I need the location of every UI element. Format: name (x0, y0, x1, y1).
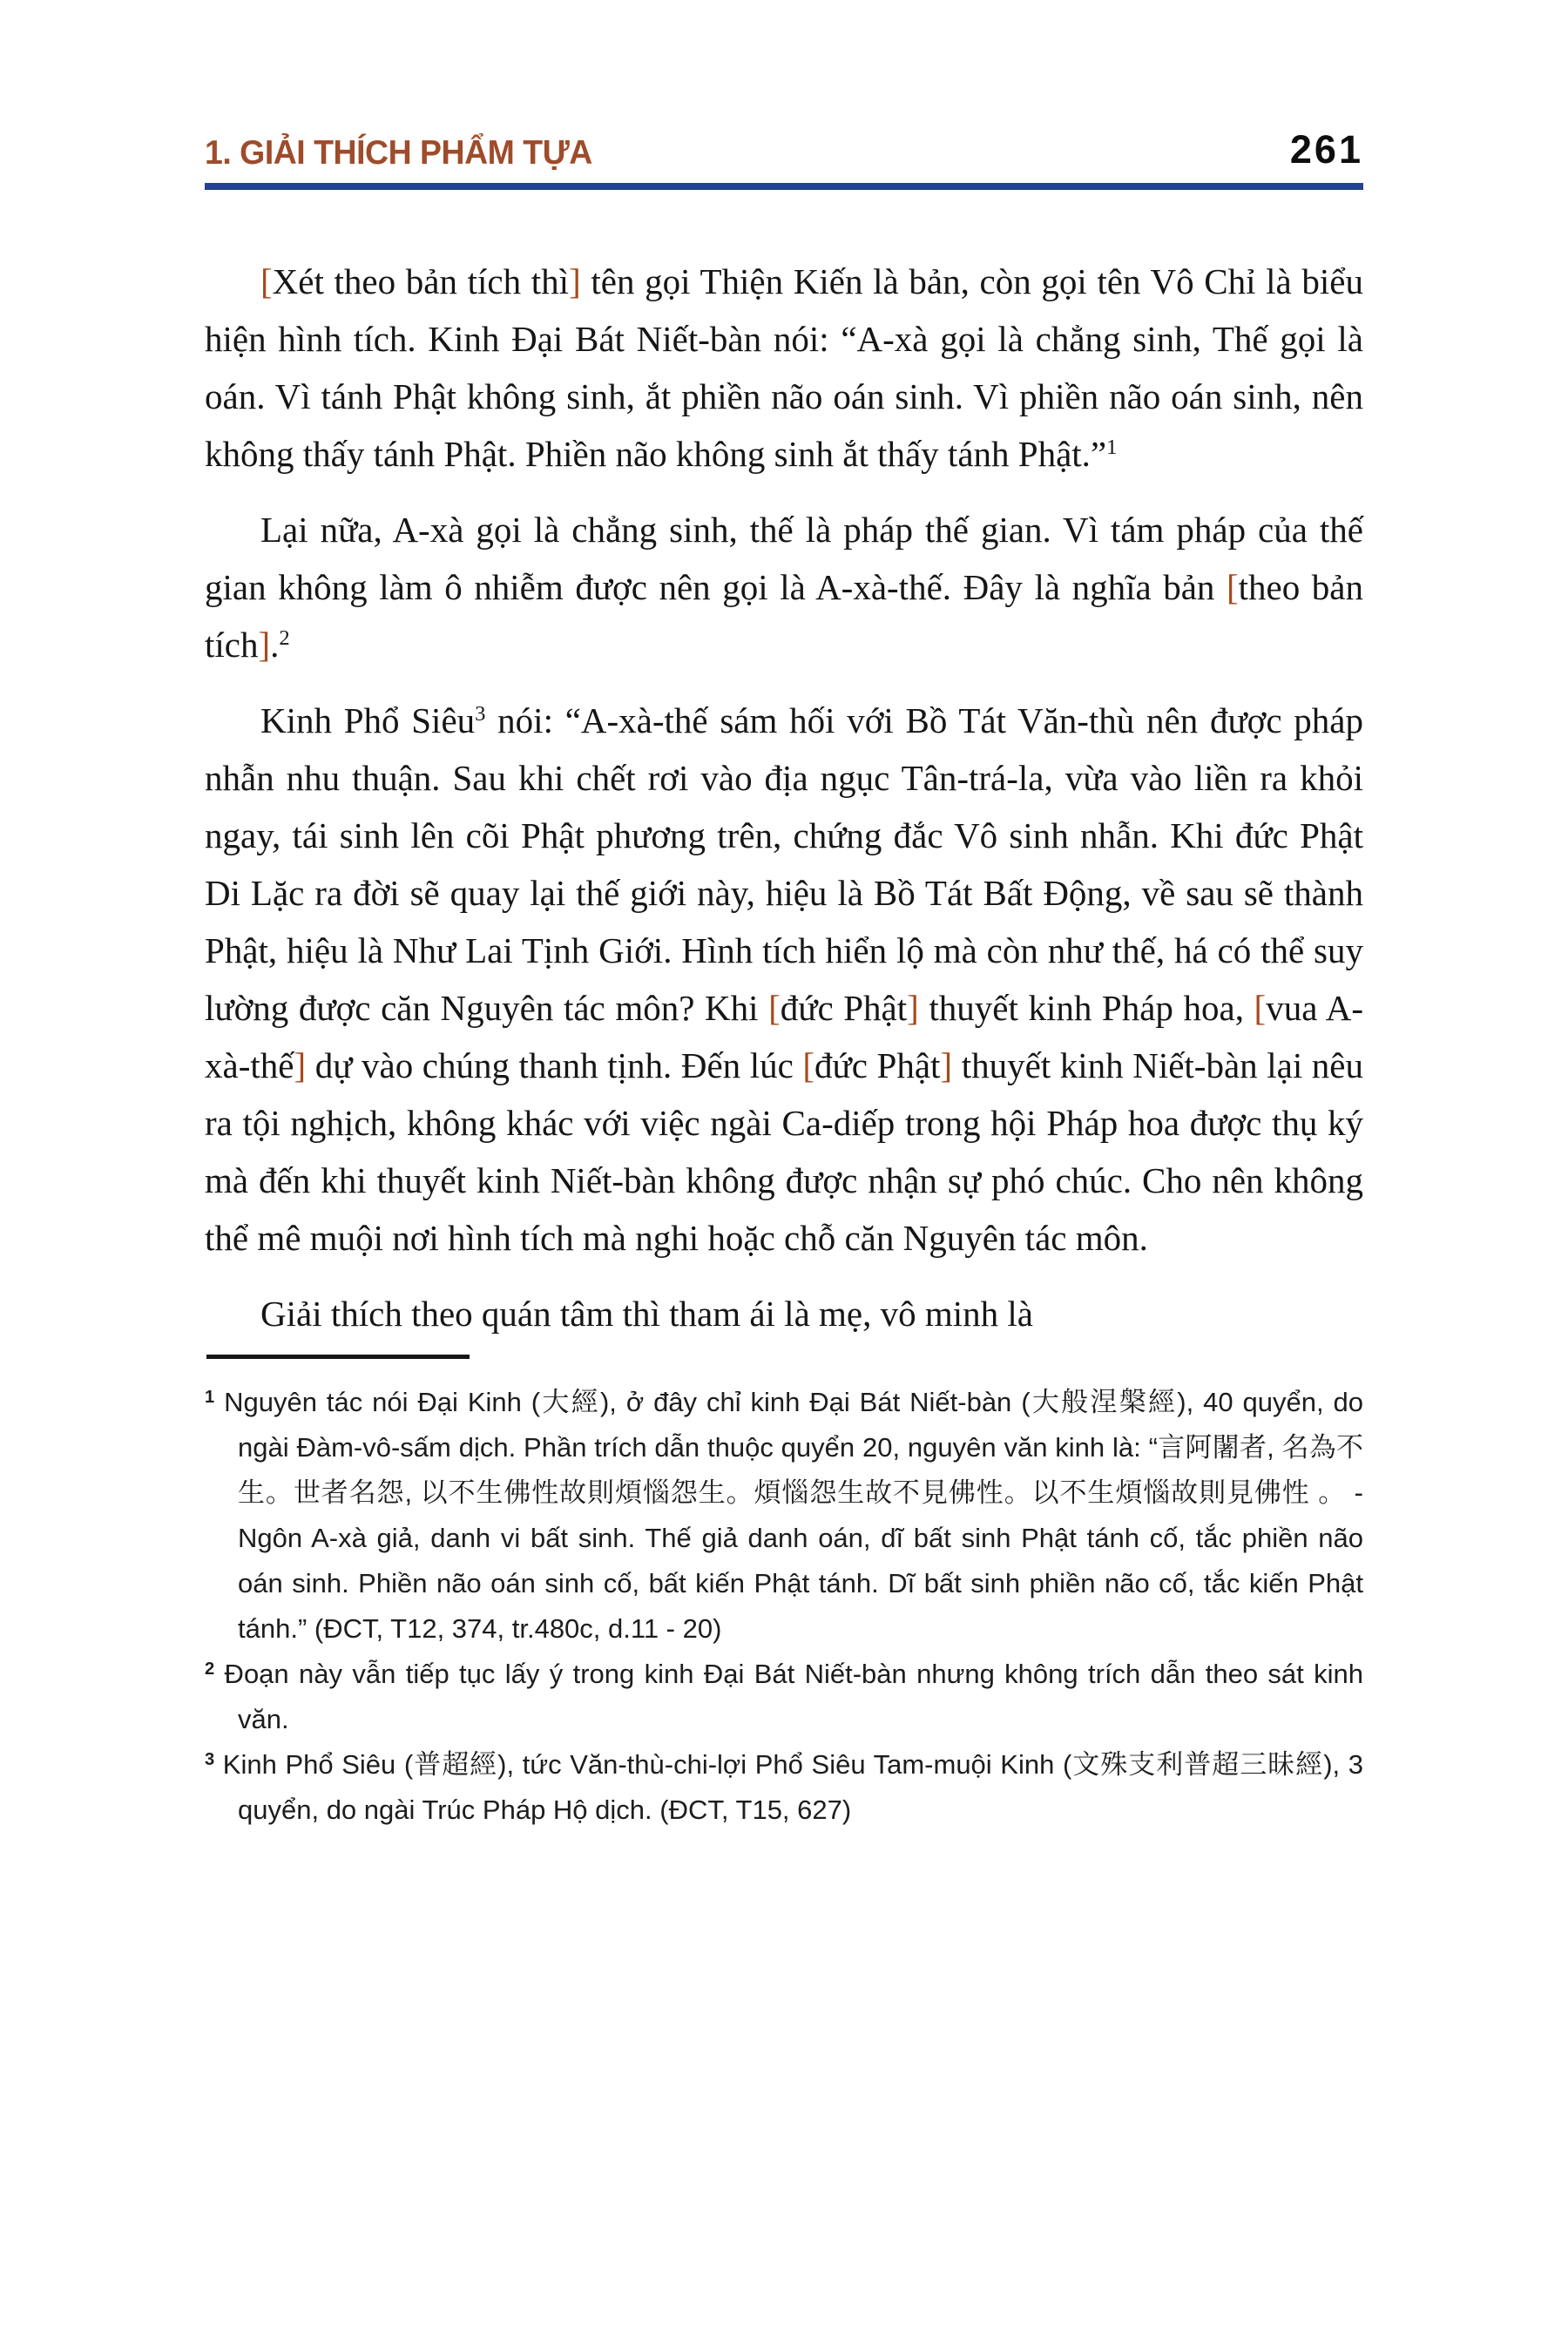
insertion-text: vua A-xà-thế (205, 988, 1363, 1085)
insertion-text: đức Phật (780, 988, 908, 1028)
header-rule (205, 183, 1363, 190)
paragraph-4: Giải thích theo quán tâm thì tham ái là mẹ, vô minh là (260, 1294, 1033, 1334)
bracket-close-icon: ] (907, 988, 919, 1028)
insertion-text: theo bản tích (205, 567, 1363, 665)
footnote-separator (206, 1355, 470, 1359)
footnote-ref-2: 2 (279, 626, 290, 651)
footnote-marker-3: 3 (205, 1749, 215, 1769)
footnote-ref-1: 1 (1106, 436, 1118, 460)
section-title: 1. GIẢI THÍCH PHẨM TỰA (205, 134, 592, 172)
paragraph-2: Lại nữa, A-xà gọi là chẳng sinh, thế là pháp thế gian. Vì tám pháp của thế gian không làm ô nhiễm được nên gọi là A-xà-thế. Đây là nghĩa bản [theo bản tích].$^2$ (205, 510, 1363, 665)
bracket-close-icon: ] (294, 1045, 307, 1085)
footnote-1: $^1$ Nguyên tác nói Đại Kinh (大經), ở đây chỉ kinh Đại Bát Niết-bàn (大般涅槃經), 40 quyển, do ngài Đàm-vô-sấm dịch. Phần trích dẫn thuộc quyển 20, nguyên văn kinh là: “言阿闍者, 名為不生。世者名怨, 以不生佛性故則煩惱怨生。煩惱怨生故不見佛性。以不生煩惱故則見佛性 。 - Ngôn A-xà giả, danh vi bất sinh. Thế giả danh oán, dĩ bất sinh Phật tánh cố, tắc phiền não oán sinh. Phiền não oán sinh cố, bất kiến Phật tánh. Dĩ bất sinh phiền não cố, tắc kiến Phật tánh.” (ĐCT, T12, 374, tr.480c, d.11 - 20) (205, 1387, 1363, 1644)
footnotes (205, 1380, 1363, 1833)
bracket-close-icon: ] (258, 625, 271, 665)
page-number: 261 (1289, 127, 1363, 172)
footnote-2: $^2$ Đoạn này vẫn tiếp tục lấy ý trong kinh Đại Bát Niết-bàn nhưng không trích dẫn theo sát kinh văn. (205, 1659, 1363, 1734)
editorial-insertion (802, 1045, 952, 1085)
body-text (205, 253, 1363, 1342)
editorial-insertion (260, 261, 581, 301)
editorial-insertion (205, 567, 1363, 665)
bracket-open-icon: [ (1254, 988, 1267, 1028)
insertion-text: đức Phật (814, 1045, 941, 1085)
footnote-marker-1: 1 (205, 1387, 215, 1407)
paragraph-1: [Xét theo bản tích thì] tên gọi Thiện Kiến là bản, còn gọi tên Vô Chỉ là biểu hiện hình tích. Kinh Đại Bát Niết-bàn nói: “A-xà gọi là chẳng sinh, Thế gọi là oán. Vì tánh Phật không sinh, ắt phiền não oán sinh. Vì phiền não oán sinh, nên không thấy tánh Phật. Phiền não không sinh ắt thấy tánh Phật.”$^1$ (205, 261, 1363, 474)
editorial-insertion (768, 988, 919, 1028)
bracket-open-icon: [ (1227, 567, 1239, 607)
bracket-open-icon: [ (802, 1045, 815, 1085)
insertion-text: Xét theo bản tích thì (272, 261, 570, 301)
bracket-open-icon: [ (768, 988, 781, 1028)
page-header (205, 127, 1363, 190)
running-head (205, 127, 1363, 172)
paragraph-3: Kinh Phổ Siêu$^3$ nói: “A-xà-thế sám hối với Bồ Tát Văn-thù nên được pháp nhẫn nhu thuận. Sau khi chết rơi vào địa ngục Tân-trá-la, vừa vào liền ra khỏi ngay, tái sinh lên cõi Phật phương trên, chứng đắc Vô sinh nhẫn. Khi đức Phật Di Lặc ra đời sẽ quay lại thế giới này, hiệu là Bồ Tát Bất Động, về sau sẽ thành Phật, hiệu là Như Lai Tịnh Giới. Hình tích hiển lộ mà còn như thế, há có thể suy lường được căn Nguyên tác môn? Khi [đức Phật] thuyết kinh Pháp hoa, [vua A-xà-thế] dự vào chúng thanh tịnh. Đến lúc [đức Phật] thuyết kinh Niết-bàn lại nêu ra tội nghịch, không khác với việc ngài Ca-diếp trong hội Pháp hoa được thụ ký mà đến khi thuyết kinh Niết-bàn không được nhận sự phó chúc. Cho nên không thể mê muội nơi hình tích mà nghi hoặc chỗ căn Nguyên tác môn. (205, 700, 1363, 1258)
bracket-close-icon: ] (940, 1045, 953, 1085)
bracket-close-icon: ] (569, 261, 581, 301)
bracket-open-icon: [ (260, 261, 273, 301)
footnote-3: $^3$ Kinh Phổ Siêu (普超經), tức Văn-thù-chi-lợi Phổ Siêu Tam-muội Kinh (文殊支利普超三昧經), 3 quyển, do ngài Trúc Pháp Hộ dịch. (ĐCT, T15, 627) (205, 1749, 1363, 1825)
footnote-marker-2: 2 (205, 1659, 215, 1679)
footnote-ref-3: 3 (475, 702, 486, 727)
